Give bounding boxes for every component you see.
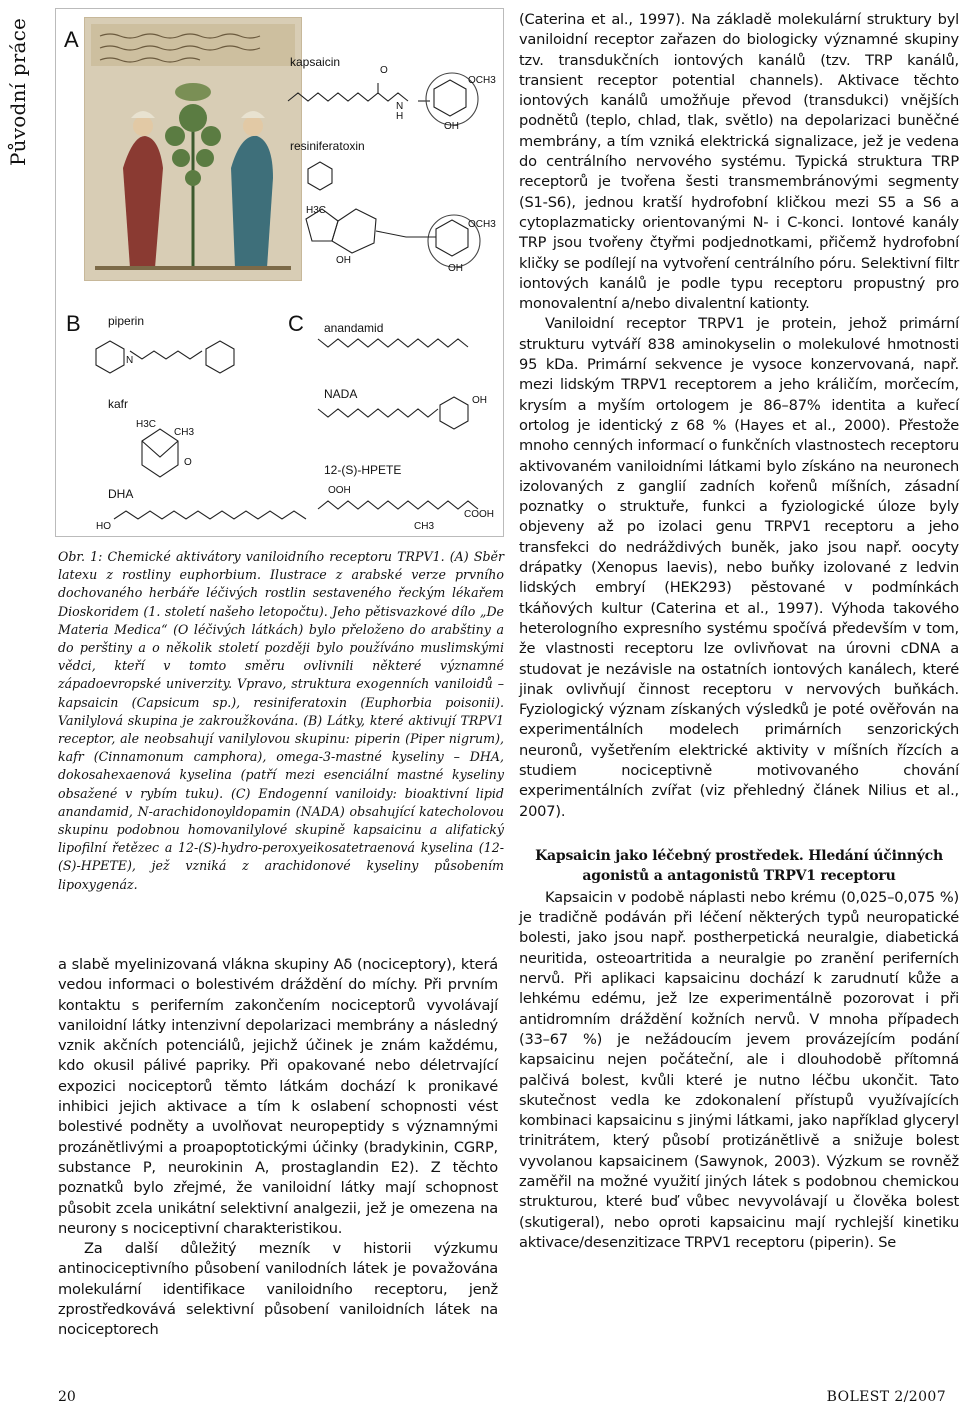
atom-oh-rtx: OH xyxy=(336,255,351,266)
caption-title: Obr. 1: Chemické aktivátory vaniloidního receptoru TRPV1. xyxy=(58,549,445,564)
panel-c-letter: C xyxy=(288,311,304,336)
piperin-piperidine-ring xyxy=(96,341,124,373)
atom-n-piperin: N xyxy=(126,355,134,366)
figure-caption xyxy=(58,548,504,894)
atom-cooh: COOH xyxy=(464,509,494,520)
kapsaicin-ring xyxy=(434,80,466,116)
atom-h: H xyxy=(396,111,404,122)
label-resiniferatoxin: resiniferatoxin xyxy=(290,139,365,153)
atom-o: O xyxy=(380,65,388,76)
section-heading: Kapsaicin jako léčebný prostředek. Hledání účinných agonistů a antagonistů TRPV1 receptoru xyxy=(535,847,943,884)
label-anandamid: anandamid xyxy=(324,321,384,335)
dha-chain xyxy=(114,511,306,519)
atom-och3: OCH3 xyxy=(468,75,496,86)
section-label: Původní práce xyxy=(6,17,30,167)
label-kafr: kafr xyxy=(108,397,129,411)
nada-chain xyxy=(318,409,438,417)
right-paragraph-3: Kapsaicin v podobě náplasti nebo krému (0,025–0,075 %) je tradičně podáván při léčení některých typů neuropatické bolesti, jako jsou např. postherpetická neuralgie, diabetická neuritida, osteoartritida a neuralgie po zranění periferních nervů. Při aplikaci kapsaicinu dochází k zarudnutí kůže a lehkému edému, jež lze experimentálně pozorovat i při antidromním dráždění kožních nervů. V mnoha případech (33–67 %) je nežádoucím jevem provázejícím podání kapsaicinu nejen počáteční, ale i dlouhodobě přítomná palčivá bolest, kvůli které je nutno léčbu ukončit. Tato skutečnost vedla ke zdokonalení přístupů využívajících kombinaci kapsaicinu s jinými látkami, jako například glyceryl trinitrátem, který působí protizánětlivě a snižuje bolest vyvolanou kapsaicinem (Sawynok, 2003). Výzkum se rovněž zaměřil na možné využití jiných látek s podobnou chemickou strukturou, které buď vůbec nevyvolávají u člověka bolest (skutigeral), nebo oproti kapsaicinu mají rychlejší kinetiku aktivace/desenzitizace TRPV1 receptoru (piperin). Se xyxy=(519,888,959,1251)
rtx-vanillyl-ring xyxy=(436,220,468,256)
atom-ch3-hpete: CH3 xyxy=(414,521,435,532)
atom-ooh: OOH xyxy=(328,485,351,496)
left-paragraph-1: a slabě myelinizovaná vlákna skupiny Aδ (nociceptory), která vedou informaci o bolestivém dráždění do míchy. Při prvním kontaktu s periferním zakončením nociceptorů vyvolávají vaniloidní látky intenzivní depolarizaci membrány a následný vznik akčních potenciálů, jejichž účinek je znám každému, kdo okusil pálivé papriky. Při opakované nebo déletrvající expozici nociceptorů těmto látkám dochází k pronikavé inhibici jejich aktivace a tím k oslabení schopnosti vést bolestivé podněty a uvolňovat neuropeptidy s významnými prozánětlivými a proapoptotickými účinky (bradykinin, CGRP, substance P, neurokinin A, prostaglandin E2). Z těchto poznatků bylo zřejmé, že vaniloidní látky mají schopnost působit zcela unikátní selektivní analgezii, jež je omezena na neurony s nociceptivní charakteristikou. xyxy=(58,956,498,1237)
label-piperin: piperin xyxy=(108,314,145,328)
atom-oh: OH xyxy=(444,121,459,132)
right-column xyxy=(519,10,959,1253)
rtx-core-ring-2 xyxy=(332,209,376,253)
piperin-chain xyxy=(130,351,202,359)
caption-body: (A) Sběr latexu z rostliny euphorbium. Ilustrace z arabské verze prvního dochovaného herbáře léčivých rostlin sestaveného řeckým lékařem Dioskoridem (1. století našeho letopočtu). Jeho pětisvazkové dílo „De Materia Medica“ (O léčivých látkách) bylo přeloženo do arabštiny a do perštiny a o několik století později bylo používáno muslimskými vědci, kteří v tomto směru ovlivnili některé významné západoevropské univerzity. Vpravo, struktura exogenních vaniloidů – kapsaicin (Capsicum sp.), resiniferatoxin (Euphorbia poisonii). Vanilylová skupina je zakroužkována. (B) Látky, které aktivují TRPV1 receptor, ale neobsahují vanilylovou skupinu: piperin (Piper nigrum), kafr (Cinnamonum camphora), omega-3-mastné kyseliny – DHA, dokosahexaenová kyselina (patří mezi esenciální mastné kyseliny obsažené v rybím tuku). (C) Endogenní vaniloidy: bioaktivní lipid anandamid, N-arachidonoyldopamin (NADA) obsahující katecholovou skupinu podobnou homovanilylové skupině kapsaicinu a alifatický lipofilní řetězec a 12-(S)-hydro-peroxyeikosatetraenová kyselina (12-(S)-HPETE), jež vzniká z arachidonové kyseliny působením lipoxygenáz. xyxy=(58,549,504,892)
atom-h3c-kafr: H3C xyxy=(136,419,157,430)
figure-1 xyxy=(55,8,504,537)
kapsaicin-chain xyxy=(288,93,408,101)
label-hpete: 12-(S)-HPETE xyxy=(324,463,402,477)
atom-h3c: H3C xyxy=(306,205,327,216)
label-dha: DHA xyxy=(108,487,134,501)
label-nada: NADA xyxy=(324,387,358,401)
kafr-ring xyxy=(142,429,178,477)
right-paragraph-2: Vaniloidní receptor TRPV1 je protein, jehož primární strukturu vytváří 838 aminokyselin o molekulové hmotnosti 95 kDa. Primární sekvence je vysoce konzervovaná, např. mezi lidským TRPV1 receptorem a jeho králičím, morčecím, krysím a myším ortologem je 86–87% identita a kuřecí ortolog je identický z 68 % (Hayes et al., 2000). Přestože mnoho cenných informací o funkčních vlastnostech receptoru aktivovaném vaniloidními látkami bylo získáno na neuronech izolovaných z ganglií zadních kořenů míšních, zásadní poznatky o struktuře, funkci a fyziologické úloze byly objeveny až po izolaci genu TRPV1 receptoru a jeho transfekci do nedráždivých buněk, jako jsou např. oocyty drápatky (Xenopus laevis), nebo buňky izolované z ledvin lidských embryí (HEK293) pěstované v podmínkách tkáňových kultur (Caterina et al., 1997). Výhoda takového heterologního expresního systému spočívá především v tom, že vlastnosti receptoru lze ovlivňovat na úrovni cDNA a studovat je nezávisle na ostatních iontových kanálech, které jinak ovlivňují činnost receptoru v nervových buňkách. Fyziologický význam získaných výsledků je poté ověřován na experimentálních modelech primárních senzorických neuronů, vyšetřením elektrické aktivity v míšních řízcích a studiem nociceptivně motivovaného chování experimentálních zvířat (viz přehledný článek Nilius et al., 2007). xyxy=(519,315,959,820)
right-paragraph-1: (Caterina et al., 1997). Na základě molekulární struktury byl vaniloidní receptor zařazen do biologicky významné skupiny tzv. transdukčních iontových kanálů (tzv. TRP kanálů, transient receptor potential channels). Aktivace těchto iontových kanálů umožňuje převod (transdukci) vnějších podnětů (teplo, chlad, tlak, světlo) na depolarizaci buněčné membrány, a tím vzniká elektrická signalizace, jež je vedena do centrálního nervového systému. Typická struktura TRP receptorů je tvořena šesti transmembránovými segmenty (S1-S6), jednou kratší hydrofobní kličkou mezi S5 a S6 a cytoplazmaticky orientovanými N- i C-konci. Iontové kanály TRP jsou tvořeny čtyřmi podjednotkami, přičemž hydrofobní kličky se podílejí na vytvoření centrálního póru. Selektivní filtr iontových kanálů je podle typu receptoru propustný pro monovalentní a/nebo divalentní kationty. xyxy=(519,11,959,313)
anandamid-chain xyxy=(318,339,468,347)
atom-ho-dha: HO xyxy=(96,521,111,532)
atom-oh-rtx-ring: OH xyxy=(448,263,463,274)
atom-ch3-kafr: CH3 xyxy=(174,427,195,438)
piperin-benzene-ring xyxy=(206,341,234,373)
label-kapsaicin: kapsaicin xyxy=(290,55,341,69)
left-paragraph-2: Za další důležitý mezník v historii výzkumu antinociceptivního působení vanilodních látek je považována molekulární identifikace vaniloidního receptoru, jenž zprostředkovává selektivní působení vaniloidních látek na nociceptorech xyxy=(58,1240,498,1339)
atom-n: N xyxy=(396,101,404,112)
atom-oh-nada: OH xyxy=(472,395,487,406)
atom-o-kafr: O xyxy=(184,457,192,468)
herbal-illustration xyxy=(84,17,302,281)
hpete-chain xyxy=(318,501,478,509)
left-column xyxy=(58,955,498,1341)
rtx-phenyl-ring xyxy=(308,162,332,190)
nada-ring xyxy=(440,397,468,429)
herbal-illustration-drawing xyxy=(85,18,301,280)
page-number: 20 xyxy=(58,1389,76,1405)
panel-a-letter: A xyxy=(64,27,79,52)
journal-issue: BOLEST 2/2007 xyxy=(826,1389,946,1405)
atom-och3-rtx: OCH3 xyxy=(468,219,496,230)
section-tab xyxy=(0,0,36,200)
panel-b-letter: B xyxy=(66,311,81,336)
